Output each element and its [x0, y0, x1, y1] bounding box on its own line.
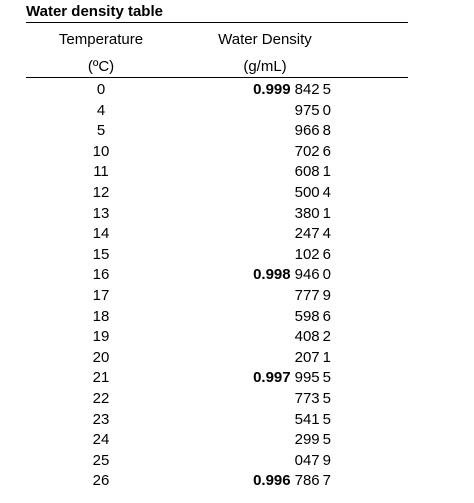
- table-row: [0, 142, 474, 163]
- table-row: [0, 368, 474, 389]
- density-digits: 207: [294, 348, 320, 366]
- density-digits: 247: [294, 225, 320, 243]
- density-last-digit: 0: [322, 266, 331, 284]
- table-row: [0, 286, 474, 307]
- density-last-digit: 6: [322, 307, 331, 325]
- table-row: [0, 307, 474, 328]
- density-cell: [180, 348, 331, 369]
- table-row: [0, 348, 474, 369]
- density-last-digit: 4: [322, 183, 331, 201]
- top-rule: [26, 22, 408, 23]
- density-last-digit: 8: [322, 122, 331, 140]
- density-cell: [180, 162, 331, 183]
- temperature-cell: 19: [92, 328, 110, 346]
- density-cell: [180, 389, 331, 410]
- density-last-digit: 1: [322, 204, 331, 222]
- temperature-cell: 21: [92, 369, 110, 387]
- temperature-cell: 23: [92, 410, 110, 428]
- density-digits: 047: [294, 451, 320, 469]
- density-cell: [180, 307, 331, 328]
- density-cell: [180, 80, 331, 101]
- density-cell: [180, 451, 331, 472]
- density-last-digit: 5: [322, 369, 331, 387]
- table-row: [0, 101, 474, 122]
- density-cell: [180, 471, 331, 492]
- temperature-cell: 12: [92, 183, 110, 201]
- temperature-header: Temperature: [58, 31, 144, 48]
- temperature-cell: 13: [92, 204, 110, 222]
- density-digits: 702: [294, 142, 320, 160]
- density-last-digit: 9: [322, 286, 331, 304]
- density-digits: 408: [294, 328, 320, 346]
- density-cell: [180, 286, 331, 307]
- density-last-digit: 1: [322, 348, 331, 366]
- table-body: [0, 80, 474, 492]
- density-digits: 773: [294, 389, 320, 407]
- density-cell: [180, 101, 331, 122]
- density-digits: 541: [294, 410, 320, 428]
- temperature-cell: 26: [92, 472, 110, 490]
- density-digits: 966: [294, 122, 320, 140]
- table-row: [0, 410, 474, 431]
- temperature-cell: 17: [92, 286, 110, 304]
- density-digits: 608: [294, 163, 320, 181]
- density-digits: 598: [294, 307, 320, 325]
- density-cell: [180, 224, 331, 245]
- temperature-cell: 14: [92, 225, 110, 243]
- density-digits: 786: [294, 472, 320, 490]
- density-cell: [180, 183, 331, 204]
- density-digits: 842: [294, 81, 320, 98]
- density-prefix: 0.998: [253, 266, 291, 284]
- table-row: [0, 162, 474, 183]
- density-prefix: 0.999: [253, 81, 291, 98]
- temperature-unit-header: (ºC): [87, 58, 115, 75]
- table-row: [0, 183, 474, 204]
- density-last-digit: 6: [322, 142, 331, 160]
- table-row: [0, 471, 474, 492]
- temperature-cell: 4: [96, 101, 106, 119]
- density-cell: [180, 204, 331, 225]
- density-digits: 380: [294, 204, 320, 222]
- table-row: [0, 327, 474, 348]
- temperature-cell: 22: [92, 389, 110, 407]
- density-cell: [180, 245, 331, 266]
- table-title: Water density table: [26, 3, 163, 20]
- density-digits: 975: [294, 101, 320, 119]
- temperature-cell: 20: [92, 348, 110, 366]
- density-last-digit: 4: [322, 225, 331, 243]
- density-last-digit: 1: [322, 163, 331, 181]
- temperature-cell: 16: [92, 266, 110, 284]
- table-row: [0, 451, 474, 472]
- table-row: [0, 121, 474, 142]
- density-digits: 500: [294, 183, 320, 201]
- density-unit-header: (g/mL): [243, 58, 287, 75]
- temperature-cell: 18: [92, 307, 110, 325]
- temperature-cell: 10: [92, 142, 110, 160]
- density-cell: [180, 265, 331, 286]
- density-last-digit: 7: [322, 472, 331, 490]
- temperature-cell: 5: [96, 122, 106, 140]
- density-last-digit: 5: [322, 410, 331, 428]
- density-digits: 102: [294, 245, 320, 263]
- density-last-digit: 2: [322, 328, 331, 346]
- temperature-cell: 15: [92, 245, 110, 263]
- density-digits: 995: [294, 369, 320, 387]
- temperature-cell: 11: [93, 163, 109, 181]
- temperature-cell: 0: [96, 81, 106, 98]
- density-digits: 777: [294, 286, 320, 304]
- table-row: [0, 204, 474, 225]
- density-cell: [180, 410, 331, 431]
- density-cell: [180, 142, 331, 163]
- header-rule: [26, 77, 408, 78]
- density-prefix: 0.997: [253, 369, 291, 387]
- table-row: [0, 80, 474, 101]
- density-cell: [180, 327, 331, 348]
- density-cell: [180, 121, 331, 142]
- density-last-digit: 6: [322, 245, 331, 263]
- table-row: [0, 430, 474, 451]
- density-cell: [180, 368, 331, 389]
- table-row: [0, 265, 474, 286]
- density-digits: 299: [294, 431, 320, 449]
- density-last-digit: 5: [322, 431, 331, 449]
- table-row: [0, 245, 474, 266]
- table-row: [0, 389, 474, 410]
- temperature-cell: 24: [92, 431, 110, 449]
- density-last-digit: 5: [322, 389, 331, 407]
- density-last-digit: 0: [322, 101, 331, 119]
- density-header: Water Density: [218, 31, 312, 48]
- table-row: [0, 224, 474, 245]
- density-last-digit: 9: [322, 451, 331, 469]
- density-cell: [180, 430, 331, 451]
- temperature-cell: 25: [92, 451, 110, 469]
- density-last-digit: 5: [322, 81, 331, 98]
- density-digits: 946: [294, 266, 320, 284]
- density-prefix: 0.996: [253, 472, 291, 490]
